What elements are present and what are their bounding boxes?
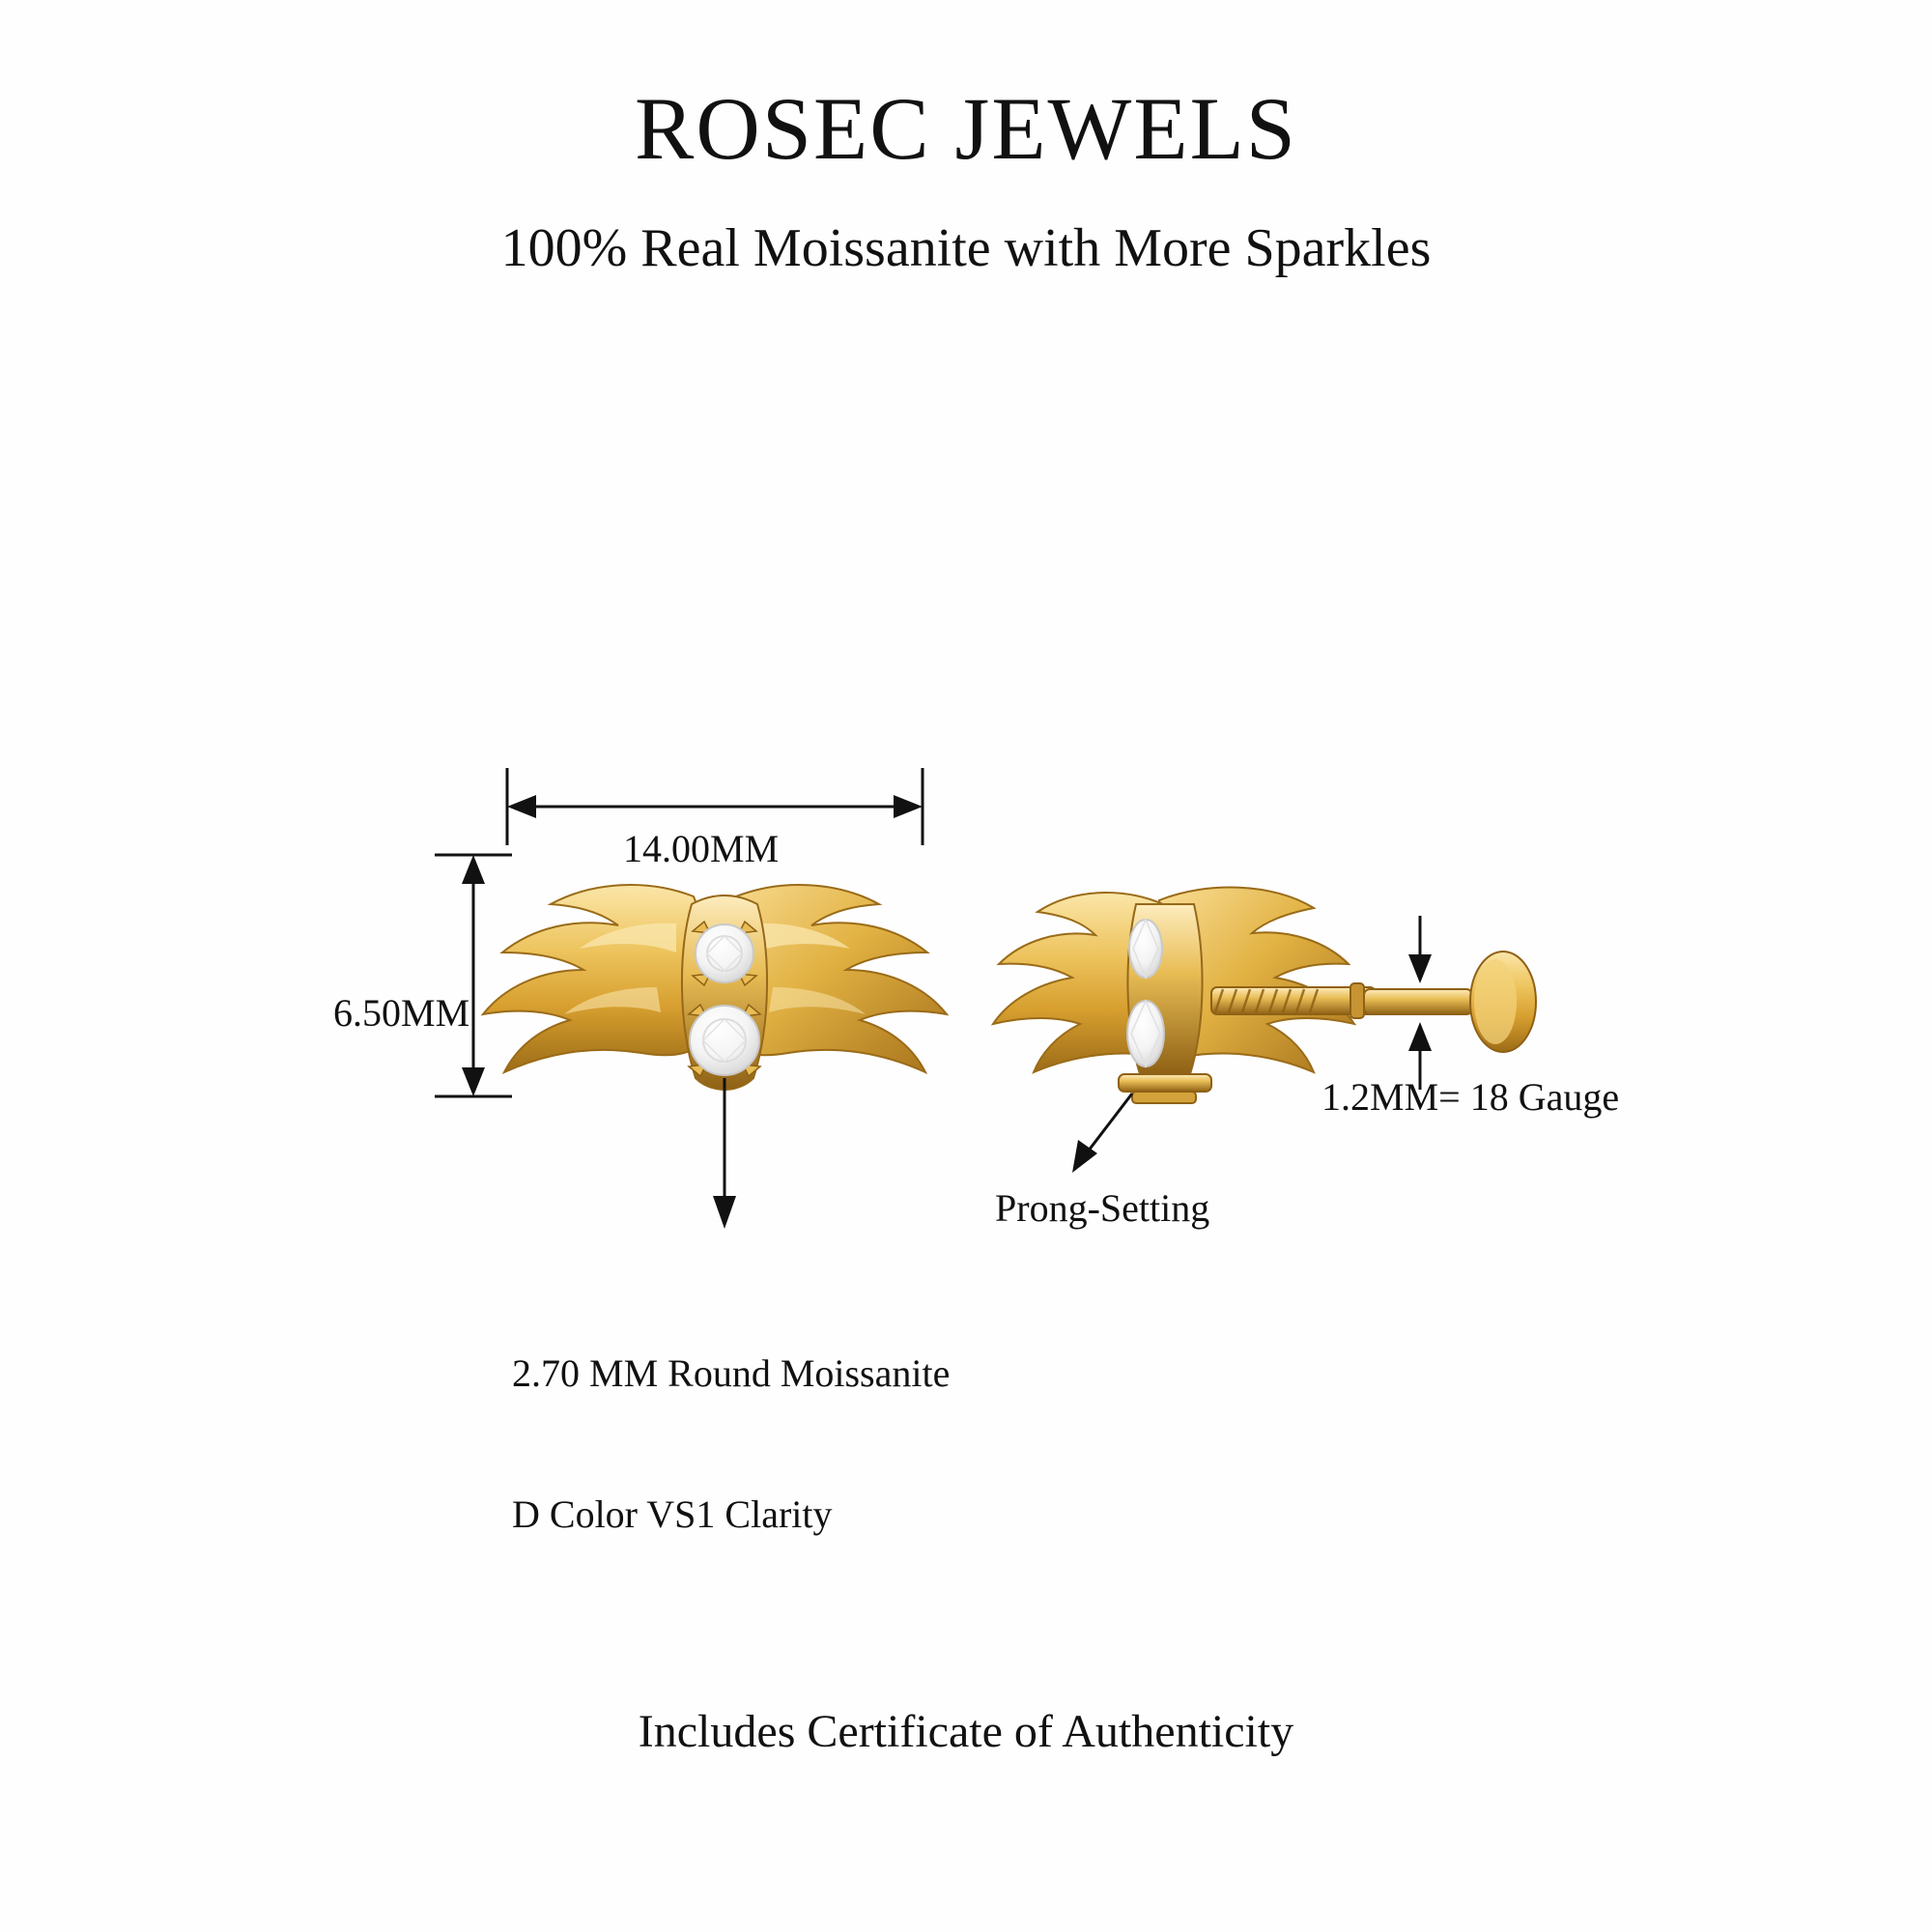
- front-stone-upper: [693, 922, 756, 985]
- height-dimension-label: 6.50MM: [333, 991, 470, 1035]
- front-stone-lower: [689, 1005, 760, 1076]
- width-dimension-label: 14.00MM: [623, 827, 780, 870]
- diagram-graphics: [0, 734, 1932, 1352]
- page-title: ROSEC JEWELS: [635, 79, 1297, 178]
- stone-spec-line-2: D Color VS1 Clarity: [512, 1492, 833, 1536]
- stone-spec-line-1: 2.70 MM Round Moissanite: [512, 1350, 951, 1395]
- gauge-label: 1.2MM= 18 Gauge: [1321, 1075, 1620, 1119]
- page-subtitle: 100% Real Moissanite with More Sparkles: [500, 218, 1432, 278]
- side-view-group: [993, 888, 1536, 1173]
- prong-setting-label: Prong-Setting: [995, 1186, 1210, 1230]
- product-diagram: [0, 734, 1932, 1536]
- stone-spec-label: [512, 1256, 950, 1633]
- certificate-note: Includes Certificate of Authenticity: [638, 1706, 1294, 1757]
